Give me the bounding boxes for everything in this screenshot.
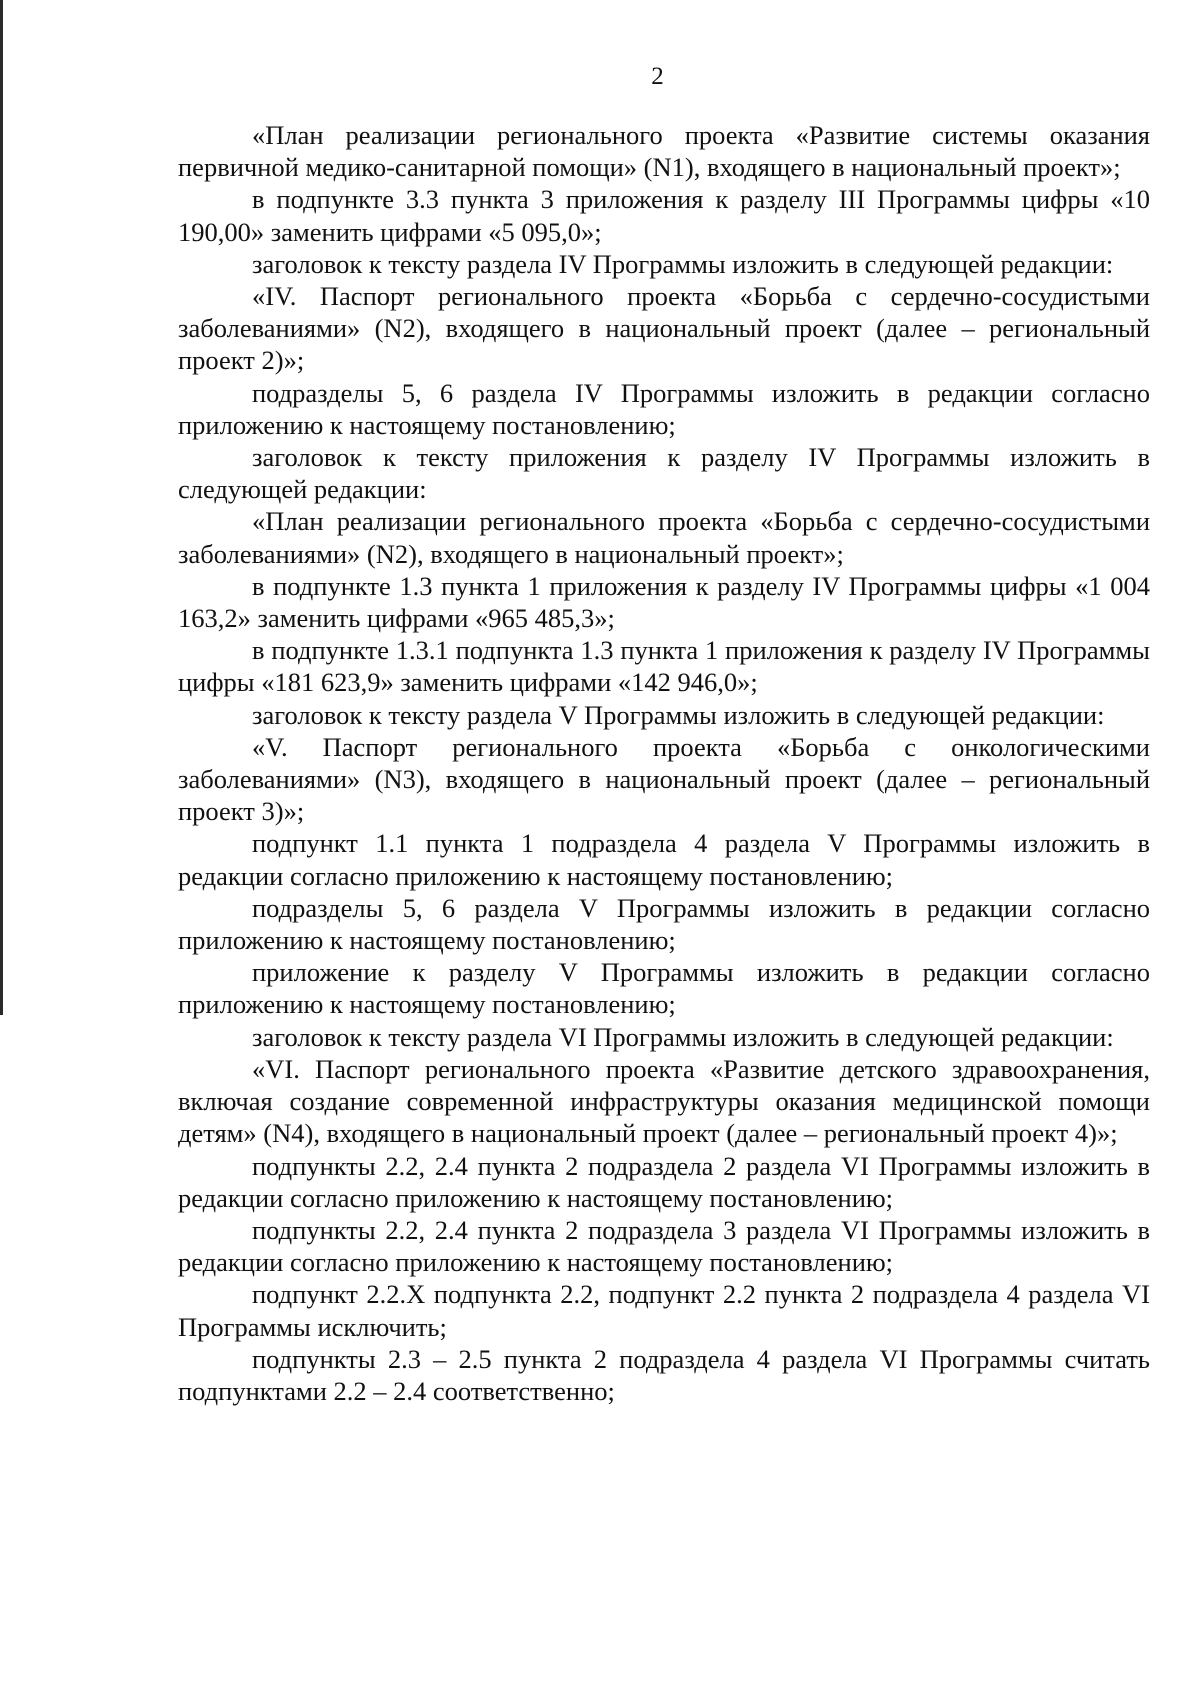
- paragraph-heading-section-vi: заголовок к тексту раздела VI Программы изложить в следующей редакции:: [252, 1021, 1114, 1052]
- paragraph-subsections-iv: подразделы 5, 6 раздела IV Программы изложить в редакции согласно приложению к настоящему постановлению;: [178, 377, 1150, 440]
- paragraph-vi-subsection-2: подпункты 2.2, 2.4 пункта 2 подраздела 2 раздела VI Программы изложить в редакции согласно приложению к настоящему постановлению;: [178, 1150, 1150, 1213]
- scan-edge-line: [0, 0, 3, 1015]
- paragraph-heading-section-iv: заголовок к тексту раздела IV Программы изложить в следующей редакции:: [252, 248, 1114, 279]
- paragraph-subpoint-1-1-v: подпункт 1.1 пункта 1 подраздела 4 раздела V Программы изложить в редакции согласно приложению к настоящему постановлению;: [178, 828, 1150, 891]
- paragraph-amend-3-3: в подпункте 3.3 пункта 3 приложения к разделу III Программы цифры «10 190,00» заменить цифрами «5 095,0»;: [178, 184, 1150, 247]
- paragraph-heading-appendix-iv: заголовок к тексту приложения к разделу IV Программы изложить в следующей редакции:: [178, 442, 1150, 505]
- paragraph-plan-n2: «План реализации регионального проекта «Борьба с сердечно-сосудистыми заболеваниями» (N2), входящего в национальный проект»;: [178, 506, 1150, 569]
- paragraph-passport-n4: «VI. Паспорт регионального проекта «Развитие детского здравоохранения, включая создание современной инфраструктуры оказания медицинской помощи детям» (N4), входящего в национальный проект (далее – региональный проект 4)»;: [178, 1053, 1150, 1149]
- page-number: 2: [651, 63, 664, 90]
- paragraph-amend-1-3: в подпункте 1.3 пункта 1 приложения к разделу IV Программы цифры «1 004 163,2» заменить цифрами «965 485,3»;: [178, 570, 1150, 634]
- paragraph-heading-section-v: заголовок к тексту раздела V Программы изложить в следующей редакции:: [252, 699, 1105, 730]
- paragraph-amend-1-3-1: в подпункте 1.3.1 подпункта 1.3 пункта 1 приложения к разделу IV Программы цифры «181 623,9» заменить цифрами «142 946,0»;: [178, 635, 1150, 698]
- paragraph-plan-n1: «План реализации регионального проекта «Развитие системы оказания первичной медико-санитарной помощи» (N1), входящего в национальный проект»;: [178, 120, 1150, 183]
- paragraph-appendix-v: приложение к разделу V Программы изложить в редакции согласно приложению к настоящему постановлению;: [178, 957, 1150, 1020]
- paragraph-subsections-v: подразделы 5, 6 раздела V Программы изложить в редакции согласно приложению к настоящему постановлению;: [178, 892, 1150, 956]
- paragraph-vi-exclude: подпункт 2.2.X подпункта 2.2, подпункт 2.2 пункта 2 подраздела 4 раздела VI Программы исключить;: [178, 1279, 1150, 1342]
- paragraph-passport-n2: «IV. Паспорт регионального проекта «Борьба с сердечно-сосудистыми заболеваниями» (N2), входящего в национальный проект (далее – региональный проект 2)»;: [178, 281, 1150, 376]
- paragraph-vi-subsection-3: подпункты 2.2, 2.4 пункта 2 подраздела 3 раздела VI Программы изложить в редакции согласно приложению к настоящему постановлению;: [178, 1214, 1150, 1278]
- document-body: [178, 119, 1150, 1407]
- paragraph-vi-renumber: подпункты 2.3 – 2.5 пункта 2 подраздела 4 раздела VI Программы считать подпунктами 2.2 – 2.4 соответственно;: [178, 1343, 1150, 1406]
- paragraph-passport-n3: «V. Паспорт регионального проекта «Борьба с онкологическими заболеваниями» (N3), входящего в национальный проект (далее – региональный проект 3)»;: [178, 731, 1150, 827]
